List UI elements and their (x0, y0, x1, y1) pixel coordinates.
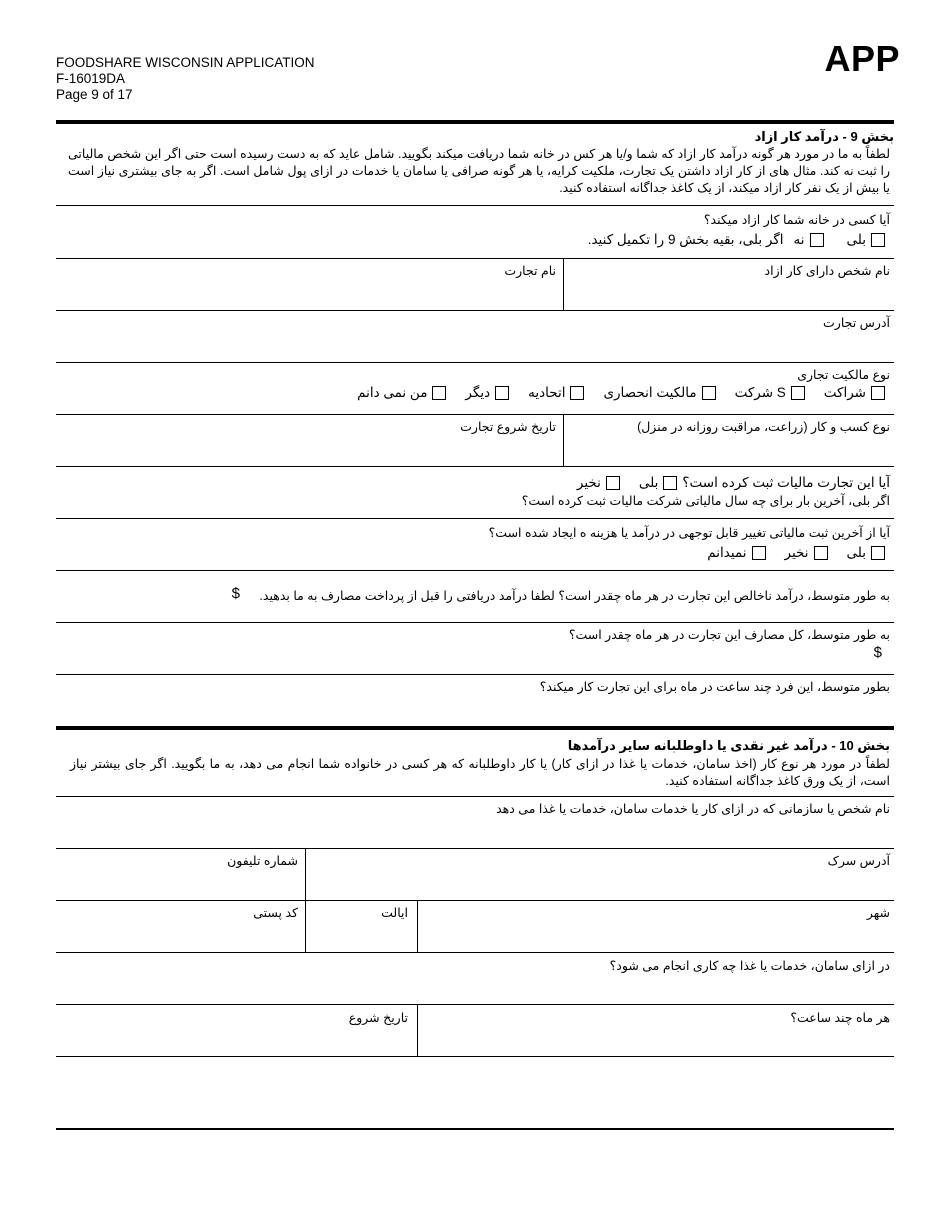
cell-divider (563, 258, 564, 310)
tax-filed-question (577, 474, 890, 492)
zip-field[interactable]: کد پستی (253, 906, 298, 920)
expenses-dollar-field[interactable]: $ (873, 644, 882, 661)
change-options (693, 544, 890, 562)
q-gross-income: به طور متوسط، درآمد ناخالص این تجارت در هر ماه چقدر است؟ لطفا درآمد دریافتی را قبل از پرداخت مصارف به ما بدهید. (259, 589, 890, 603)
ownership-options (343, 384, 890, 402)
tax-no-checkbox[interactable] (606, 476, 620, 490)
checkbox[interactable] (791, 386, 805, 400)
checkbox[interactable] (702, 386, 716, 400)
section9-title: بخش 9 - درآمد کار ازاد (754, 129, 894, 144)
yes-checkbox[interactable] (871, 233, 885, 247)
checkbox[interactable] (570, 386, 584, 400)
ownership-option[interactable]: شراکت (824, 384, 890, 402)
ownership-option[interactable]: اتحادیه (528, 384, 589, 402)
phone-field[interactable]: شماره تلیفون (227, 854, 298, 868)
start-date-field[interactable]: تاریخ شروع (348, 1011, 408, 1025)
tax-yes-checkbox[interactable] (663, 476, 677, 490)
change-option[interactable]: بلی (847, 544, 890, 562)
section10-title: بخش 10 - درآمد غیر نقدی یا داوطلبانه سایر درآمدها (567, 738, 890, 753)
checkbox[interactable] (871, 546, 885, 560)
state-field[interactable]: ایالت (381, 906, 408, 920)
cell-divider (305, 848, 306, 900)
org-name-field[interactable]: نام شخص یا سازمانی که در ازای کار یا خدمات سامان، خدمات یا غذا می دهد (496, 802, 890, 816)
form-number: F-16019DA (56, 71, 126, 86)
app-badge: APP (824, 38, 900, 79)
row-divider (56, 900, 894, 901)
row-divider (56, 796, 894, 797)
checkbox[interactable] (752, 546, 766, 560)
cell-divider (305, 900, 306, 952)
row-divider (56, 258, 894, 259)
form-title: FOODSHARE WISCONSIN APPLICATION (56, 55, 315, 70)
no-label: نه (793, 232, 805, 247)
if-yes-complete-note: اگر بلی، بقیه بخش 9 را تکمیل کنید. (587, 232, 784, 247)
start-date-field[interactable]: تاریخ شروع تجارت (460, 420, 556, 434)
checkbox[interactable] (495, 386, 509, 400)
footer-rule (56, 1128, 894, 1130)
hours-per-month-field[interactable]: هر ماه چند ساعت؟ (790, 1011, 890, 1025)
section-divider (56, 726, 894, 730)
q-tax-filed: آیا این تجارت مالیات ثبت کرده است؟ (682, 475, 890, 490)
gross-income-dollar-field[interactable]: $ (231, 585, 240, 602)
cell-divider (417, 900, 418, 952)
q-expenses: به طور متوسط، کل مصارف این تجارت در هر ماه چقدر است؟ (568, 628, 890, 642)
row-divider (56, 674, 894, 675)
row-divider (56, 310, 894, 311)
checkbox[interactable] (814, 546, 828, 560)
row-divider (56, 362, 894, 363)
tax-yes-label: بلی (638, 475, 659, 490)
row-divider (56, 205, 894, 206)
ownership-option[interactable]: مالکیت انحصاری (603, 384, 720, 402)
row-divider (56, 1056, 894, 1057)
ownership-type-label: نوع مالکیت تجاری (797, 368, 890, 382)
ownership-option[interactable]: دیگر (465, 384, 514, 402)
page-number: Page 9 of 17 (56, 87, 133, 102)
business-address-field[interactable]: آدرس تجارت (823, 316, 890, 330)
person-name-field[interactable]: نام شخص دارای کار ازاد (764, 264, 890, 278)
q-hours: بطور متوسط، این فرد چند ساعت در ماه برای این تجارت کار میکند؟ (539, 680, 890, 694)
street-address-field[interactable]: آدرس سرک (827, 854, 890, 868)
tax-no-label: نخیر (576, 475, 601, 490)
work-performed-field[interactable]: در ازای سامان، خدمات یا غذا چه کاری انجام می شود؟ (609, 959, 890, 973)
row-divider (56, 848, 894, 849)
checkbox[interactable] (432, 386, 446, 400)
yes-label: بلی (846, 232, 866, 247)
row-divider (56, 466, 894, 467)
business-kind-field[interactable]: نوع کسب و کار (زراعت، مراقبت روزانه در منزل) (637, 420, 890, 434)
q-anyone-self-employed: آیا کسی در خانه شما کار ازاد میکند؟ (703, 213, 890, 227)
section10-intro: لطفاً در مورد هر نوع کار (اخذ سامان، خدمات یا غذا در ازای کار) یا کار داوطلبانه که هر کسی در خانواده شما انجام می دهد، به ما بگویید. اگر جای بیشتر نیاز است، از یک ورق کاغذ جداگانه استفاده کنید. (70, 757, 890, 788)
form-header (56, 55, 315, 103)
section9-intro: لطفاً به ما در مورد هر گونه درآمد کار ازاد که شما و/یا هر کس در خانه شما دریافت میکند بگویید. شامل عاید که به دست رسیده است حتی اگر این شخص مالیاتی را ثبت نه کند. مثال های از کار ازاد داشتن یک تجارت، ملکیت کرایه، یا هر گونه صرافی یا سامان یا خدمات در ازای پول شامل است. اگر به جای بیشتری نیاز است یا بیش از یک نفر کار ازاد میکند، از یک کاغذ جداگانه استفاده کنید. (68, 147, 890, 195)
no-checkbox[interactable] (810, 233, 824, 247)
cell-divider (563, 414, 564, 466)
city-field[interactable]: شهر (866, 906, 890, 920)
ownership-option[interactable]: S شرکت (735, 384, 810, 402)
row-divider (56, 1004, 894, 1005)
q-change: آیا از آخرین ثبت مالیاتی تغییر قابل توجهی در درآمد یا هزینه ه ایجاد شده است؟ (488, 526, 890, 540)
self-employed-choice (588, 231, 890, 249)
section-divider (56, 120, 894, 124)
change-option[interactable]: نمیدانم (707, 544, 770, 562)
ownership-option[interactable]: من نمی دانم (357, 384, 451, 402)
row-divider (56, 518, 894, 519)
q-last-tax-year: اگر بلی، آخرین بار برای چه سال مالیاتی شرکت مالیات ثبت کرده است؟ (521, 494, 890, 508)
row-divider (56, 952, 894, 953)
row-divider (56, 414, 894, 415)
row-divider (56, 570, 894, 571)
row-divider (56, 622, 894, 623)
checkbox[interactable] (871, 386, 885, 400)
cell-divider (417, 1004, 418, 1056)
business-name-field[interactable]: نام تجارت (504, 264, 556, 278)
change-option[interactable]: نخیر (785, 544, 833, 562)
